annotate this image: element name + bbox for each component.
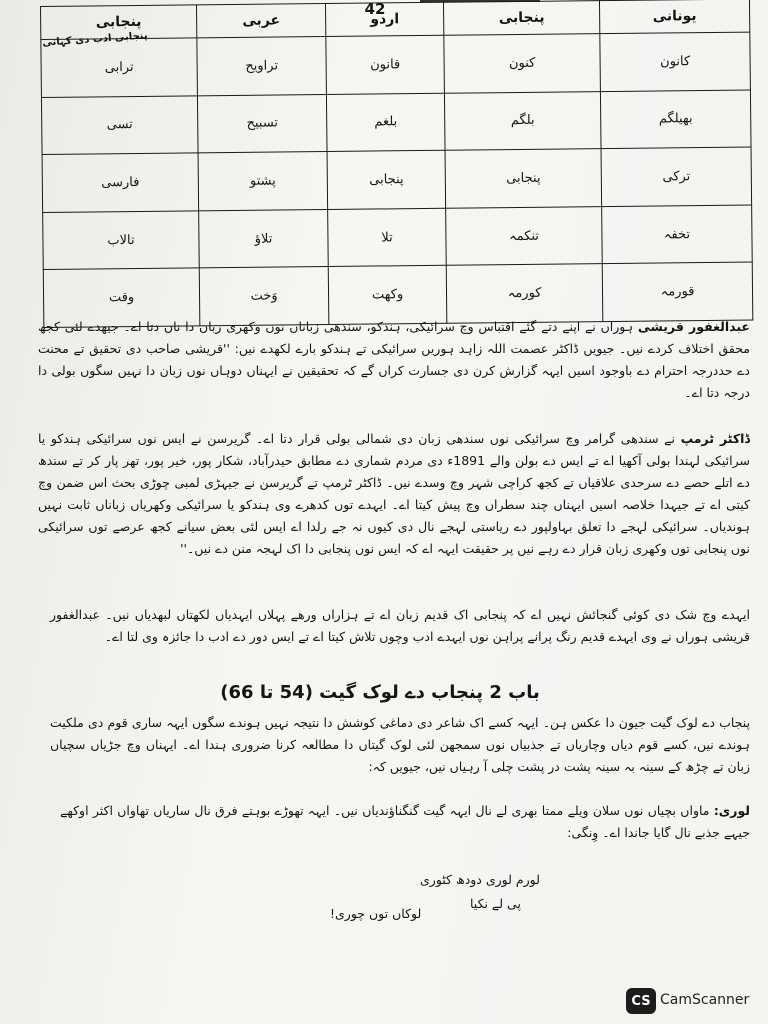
poem-line: لورم لوری دودھ کٹوری: [420, 872, 540, 887]
running-title: پنجابی ادب دی کہانی: [42, 30, 148, 49]
table-cell: تخفہ: [602, 205, 753, 264]
paragraph-quraishi: [38, 316, 750, 404]
col-header: اردو: [326, 2, 444, 36]
table-cell: کورمہ: [446, 264, 603, 323]
paragraph-trump: [38, 428, 750, 560]
table-cell: تلاؤ: [199, 209, 329, 268]
paragraph-folk-songs: [50, 712, 750, 778]
table-cell: پنجابی: [445, 149, 602, 208]
table-row: [43, 205, 753, 270]
table-cell: کانون: [600, 32, 751, 91]
lullaby-label: لوری:: [713, 803, 750, 818]
table-cell: کنون: [444, 34, 601, 93]
chapter-heading: باب 2 پنجاب دے لوک گیت (54 تا 66): [220, 682, 540, 703]
col-header: عربی: [196, 4, 325, 38]
table-row: [41, 32, 751, 97]
table-cell: ترکی: [601, 147, 752, 206]
table-cell: ترابی: [41, 38, 198, 97]
table-cell: پشتو: [198, 152, 328, 211]
paragraph-ancient: [50, 604, 750, 648]
table-cell: تسی: [41, 95, 198, 154]
paragraph-text: ماواں بچیاں نوں سلان ویلے ممتا بھری لے نال ایہہ گیت گنگناؤندیاں نیں۔ ایہہ تھوڑے بوہتے فرق نال ساریاں تھاواں اکثر اوکھے جیہے جذبے نال گایا جاندا اے۔ وِنگی:: [60, 803, 750, 840]
paragraph-text: نے سندھی گرامر وچ سرائیکی نوں سندھی زبان دی شمالی بولی قرار دتا اے۔ گریرسن نے ایس نوں سرائیکی ہندکو یا سرائیکی لہندا بولی آکھیا اے تے ایس دے بولن والے 1891ء دی مردم شماری دے مطابق حیدرآباد، شکار پور، خیر پور، تھر پار کر تے سندھ دے اتلے حصے دے سرحدی علاقیاں تے کجھ کراچی شہر وچ وسدے نیں۔ ڈاکٹر ٹرمپ تے گریرسن نے جیہڑی لمبی چوڑی بحث اس ضمن وچ کیتی اے تے جیہدا خلاصہ اسیں ایہناں چند سطراں وچ پیش کیتا اے۔ ایہدے توں کدھرے وی ہندکو یا سرائیکی وکھریاں زباناں ثابت نہیں ہوندیاں۔ سرائیکی لہجے دا تعلق بہاولپور دے ریاستی لہجے نال دی کیوں نہ جے رلدا اے ایس لئی بعض سیانے کجھ عرصے توں سرائیکی نوں پنجابی توں وکھری زبان قرار دے رہے نیں پر حقیقت ایہہ اے کہ ایس نوں پنجابی دا اک لہجہ منن دے نیں۔'': [38, 431, 750, 556]
table-cell: وکھت: [328, 266, 447, 325]
table-cell: قانون: [326, 35, 445, 94]
table-cell: پنجابی: [327, 150, 446, 209]
word-comparison-table: [40, 0, 753, 328]
author-name: ڈاکٹر ٹرمپ: [680, 431, 750, 446]
paragraph-text: ایہدے وچ شک دی کوئی گنجائش نہیں اے کہ پنجابی اک قدیم زبان اے تے ہزاراں ورھے پہلاں ایہدیاں لکھتاں لبھدیاں نیں۔ عبدالغفور قریشی ہوراں نے وی ایہدے قدیم رنگ پرانے پراہن نوں ایہدے ادب وچوں تلاش کیتا اے تے ایس دور دے ادب دا جائزہ وی لتا اے۔: [50, 607, 750, 644]
col-header: پنجابی: [41, 5, 197, 40]
camscanner-watermark: CamScanner: [660, 992, 750, 1008]
table-cell: بلگم: [444, 91, 601, 150]
page-number: 42: [364, 0, 386, 18]
table-row: [42, 147, 752, 212]
table-cell: تنکمہ: [446, 206, 603, 265]
author-name: عبدالغفور قریشی: [637, 319, 750, 334]
table-cell: تسبیح: [197, 94, 327, 153]
table-cell: بلغم: [327, 93, 446, 152]
table-cell: تراویح: [197, 37, 327, 96]
paragraph-text: پنجاب دے لوک گیت جیون دا عکس ہن۔ ایہہ کسے اک شاعر دی دماغی کوشش دا نتیجہ نہیں ہوندے سگوں ایہہ ساری قوم دی ملکیت ہوندے نیں، کسے قوم دیاں وچاریاں تے جذبیاں نوں سمجھن لئی لوک گیتاں دا مطالعہ کرنا ضروری ہندا اے۔ ایہناں وچ جڑیاں سچیاں زبان تے چڑھ کے سینہ بہ سینہ پشت در پشت چلی آ رہیاں نیں، جیویں کہ:: [50, 715, 750, 774]
col-header: یونانی: [599, 0, 749, 34]
table-cell: قورمہ: [602, 262, 753, 321]
poem-line: پی لے نکیا: [470, 896, 521, 911]
table-cell: تالاب: [43, 211, 200, 270]
camscanner-logo: CS: [626, 988, 656, 1014]
poem-line: لوکاں توں چوری!: [330, 906, 422, 921]
table-cell: وَخت: [199, 267, 329, 326]
table-cell: تلا: [328, 208, 447, 267]
table-cell: وقت: [43, 268, 200, 327]
paragraph-lullaby: [60, 800, 750, 844]
table-row: [41, 90, 751, 155]
paragraph-text: ہوراں نے اپنے دتے گئے اقتباس وچ سرائیکی، ہندکو، سندھی زباناں نوں وکھری زبان دا ناں دتا اے۔ جیھدے لئی کجھ محقق اختلاف کردے نیں۔ جیویں ڈاکٹر عصمت اللہ زاہد ہوریں سرائیکی تے ہندکو بارے لکھدے نیں: ''قریشی صاحب دی تحقیق تے محنت دے حددرجہ احترام دے باوجود اسیں ایہہ گزارش کرن دی جسارت کراں گے کہ تحقیقین نے ایہناں دوہاں نوں زبان دا نہیں سگوں بولی دا درجہ دتا اے۔: [38, 319, 750, 400]
col-header: پنجابی: [444, 1, 600, 36]
table-cell: بھیلگم: [600, 90, 751, 149]
table-cell: فارسی: [42, 153, 199, 212]
